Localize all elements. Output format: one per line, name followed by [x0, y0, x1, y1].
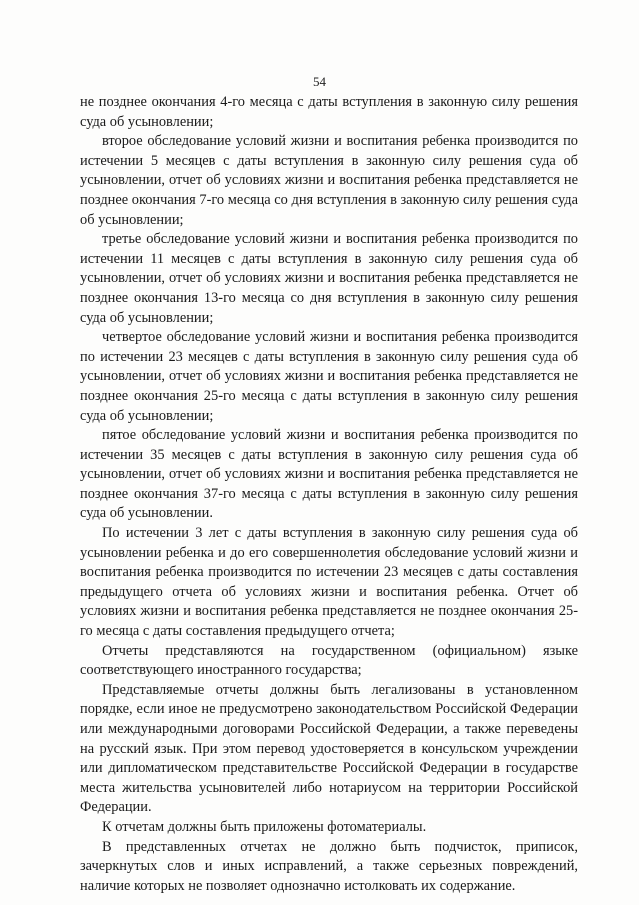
document-body — [80, 93, 578, 896]
paragraph: Отчеты представляются на государственном (официальном) языке соответствующего иностранного государства; — [80, 642, 578, 679]
paragraph: второе обследование условий жизни и воспитания ребенка производится по истечении 5 месяцев с даты вступления в законную силу решения суда об усыновлении, отчет об условиях жизни и воспитания ребенка представляется не позднее окончания 7-го месяца со дня вступления в законную силу решения суда об усыновлении; — [80, 133, 578, 228]
paragraph: В представленных отчетах не должно быть подчисток, приписок, зачеркнутых слов и иных исправлений, а также серьезных повреждений, наличие которых не позволяет однозначно истолковать их содержание. — [80, 838, 578, 894]
paragraph: Представляемые отчеты должны быть легализованы в установленном порядке, если иное не предусмотрено законодательством Российской Федерации или международными договорами Российской Федерации, а также переведены на русский язык. При этом перевод удостоверяется в консульском учреждении или дипломатическом представительстве Российской Федерации в государстве места жительства усыновителей либо нотариусом на территории Российской Федерации. — [80, 681, 578, 816]
paragraph: К отчетам должны быть приложены фотоматериалы. — [102, 818, 427, 835]
paragraph: третье обследование условий жизни и воспитания ребенка производится по истечении 11 месяцев с даты вступления в законную силу решения суда об усыновлении, отчет об условиях жизни и воспитания ребенка представляется не позднее окончания 13-го месяца со дня вступления в законную силу решения суда об усыновлении; — [80, 231, 578, 326]
paragraph: четвертое обследование условий жизни и воспитания ребенка производится по истечении 23 месяцев с даты вступления в законную силу решения суда об усыновлении, отчет об условиях жизни и воспитания ребенка представляется не позднее окончания 25-го месяца с даты вступления в законную силу решения суда об усыновлении; — [80, 329, 578, 424]
page-number: 54 — [313, 74, 326, 89]
paragraph: не позднее окончания 4-го месяца с даты вступления в законную силу решения суда об усыновлении; — [80, 94, 578, 130]
paragraph: пятое обследование условий жизни и воспитания ребенка производится по истечении 35 месяцев с даты вступления в законную силу решения суда об усыновлении, отчет об условиях жизни и воспитания ребенка представляется не позднее окончания 37-го месяца с даты вступления в законную силу решения суда об усыновлении. — [80, 427, 578, 522]
paragraph: По истечении 3 лет с даты вступления в законную силу решения суда об усыновлении ребенка и до его совершеннолетия обследование условий жизни и воспитания ребенка производится по истечении 23 месяцев с даты составления предыдущего отчета об условиях жизни и воспитания ребенка. Отчет об условиях жизни и воспитания ребенка представляется не позднее окончания 25-го месяца с даты составления предыдущего отчета; — [80, 525, 578, 640]
